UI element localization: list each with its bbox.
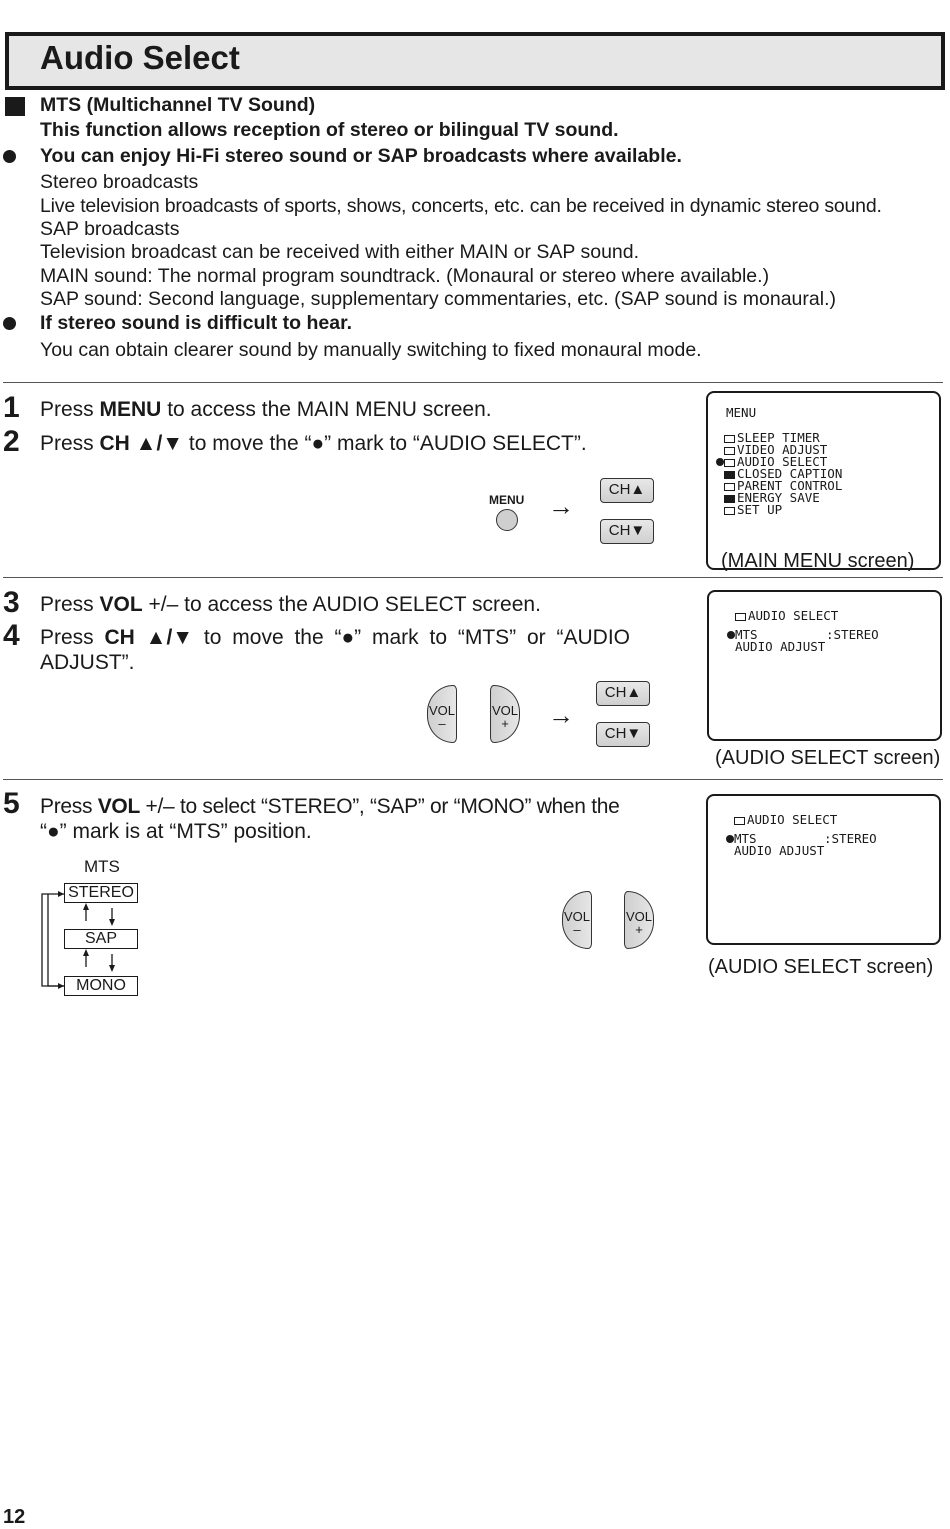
arrow-icon: →	[548, 700, 574, 730]
step-4-text-line2: ADJUST”.	[40, 651, 135, 674]
step-4-text: Press CH ▲/▼ to move the “●” mark to “MTS” or “AUDIO	[40, 626, 630, 649]
mts-option-sap: SAP	[64, 929, 138, 949]
audio-select-screen	[707, 590, 942, 741]
step-number: 1	[3, 391, 20, 424]
menu-item: SET UP	[716, 504, 782, 516]
section-subheading: This function allows reception of stereo or bilingual TV sound.	[40, 119, 619, 141]
page-number: 12	[3, 1506, 26, 1528]
step-2-text: Press CH ▲/▼ to move the “●” mark to “AUDIO SELECT”.	[40, 432, 587, 455]
menu-item: VIDEO ADJUST	[716, 444, 827, 456]
step-number: 2	[3, 425, 20, 458]
menu-button[interactable]	[496, 509, 518, 531]
menu-item: CLOSED CAPTION	[716, 468, 842, 480]
ch-down-button[interactable]: CH▼	[600, 519, 654, 544]
mts-option-mono: MONO	[64, 976, 138, 996]
bullet-icon	[3, 150, 16, 163]
step-3-text: Press VOL +/– to access the AUDIO SELECT screen.	[40, 593, 541, 616]
video-icon	[724, 447, 735, 455]
ch-up-button[interactable]: CH▲	[600, 478, 654, 503]
vol-plus-button[interactable]: VOL +	[624, 891, 654, 949]
bullet-heading-1: You can enjoy Hi-Fi stereo sound or SAP broadcasts where available.	[40, 145, 682, 167]
divider	[3, 779, 943, 780]
intro-line: SAP sound: Second language, supplementary commentaries, etc. (SAP sound is monaural.)	[40, 288, 836, 310]
menu-button-label: MENU	[489, 493, 525, 507]
vol-minus-button[interactable]: VOL –	[427, 685, 457, 743]
mts-option-stereo: STEREO	[64, 883, 138, 903]
intro-line: Stereo broadcasts	[40, 171, 199, 193]
divider	[3, 382, 943, 383]
intro-line: MAIN sound: The normal program soundtrack. (Monaural or stereo where available.)	[40, 265, 770, 287]
mts-row: MTS	[727, 629, 758, 641]
screen-caption: (AUDIO SELECT screen)	[708, 956, 934, 978]
divider	[3, 577, 943, 578]
menu-item: ENERGY SAVE	[716, 492, 820, 504]
step-number: 3	[3, 586, 20, 619]
menu-item-selected: AUDIO SELECT	[716, 456, 827, 468]
audio-icon	[724, 459, 735, 467]
energy-icon	[724, 495, 735, 503]
audio-icon	[735, 613, 746, 621]
screen-header: AUDIO SELECT	[734, 814, 837, 826]
setup-icon	[724, 507, 735, 515]
bullet-text-2: You can obtain clearer sound by manually switching to fixed monaural mode.	[40, 339, 702, 361]
mts-cycle-label: MTS	[84, 857, 120, 876]
vol-plus-button[interactable]: VOL +	[490, 685, 520, 743]
selection-dot-icon	[727, 631, 735, 639]
mts-value: :STEREO	[824, 831, 877, 846]
ch-up-button[interactable]: CH▲	[596, 681, 650, 706]
main-menu-screen	[706, 391, 941, 570]
selection-dot-icon	[726, 835, 734, 843]
ch-down-button[interactable]: CH▼	[596, 722, 650, 747]
intro-line: Live television broadcasts of sports, shows, concerts, etc. can be received in dynamic stereo sound.	[40, 195, 882, 217]
cycle-arrows-icon	[38, 882, 138, 1000]
audio-icon	[734, 817, 745, 825]
step-number: 5	[3, 787, 20, 820]
timer-icon	[724, 435, 735, 443]
screen-caption: (AUDIO SELECT screen)	[715, 747, 941, 769]
section-square-icon	[5, 97, 25, 116]
mts-row: MTS	[726, 833, 757, 845]
menu-item: SLEEP TIMER	[716, 432, 820, 444]
step-number: 4	[3, 619, 20, 652]
page-title: Audio Select	[40, 39, 240, 76]
audio-adjust-row: AUDIO ADJUST	[734, 843, 825, 858]
audio-adjust-row: AUDIO ADJUST	[735, 639, 826, 654]
selection-dot-icon	[716, 458, 724, 466]
bullet-icon	[3, 317, 16, 330]
parent-icon	[724, 483, 735, 491]
audio-select-screen	[706, 794, 941, 945]
screen-caption: (MAIN MENU screen)	[721, 550, 915, 572]
mts-value: :STEREO	[826, 627, 879, 642]
screen-header: AUDIO SELECT	[735, 610, 838, 622]
screen-header: MENU	[726, 405, 757, 420]
step-1-text: Press MENU to access the MAIN MENU screen.	[40, 398, 492, 421]
cc-icon	[724, 471, 735, 479]
bullet-heading-2: If stereo sound is difficult to hear.	[40, 312, 353, 334]
vol-minus-button[interactable]: VOL –	[562, 891, 592, 949]
menu-item: PARENT CONTROL	[716, 480, 842, 492]
step-5-text-line2: “●” mark is at “MTS” position.	[40, 820, 312, 843]
intro-line: SAP broadcasts	[40, 218, 180, 240]
arrow-icon: →	[548, 491, 574, 521]
step-5-text: Press VOL +/– to select “STEREO”, “SAP” or “MONO” when the	[40, 795, 620, 818]
intro-line: Television broadcast can be received with either MAIN or SAP sound.	[40, 241, 640, 263]
section-heading: MTS (Multichannel TV Sound)	[40, 94, 316, 116]
